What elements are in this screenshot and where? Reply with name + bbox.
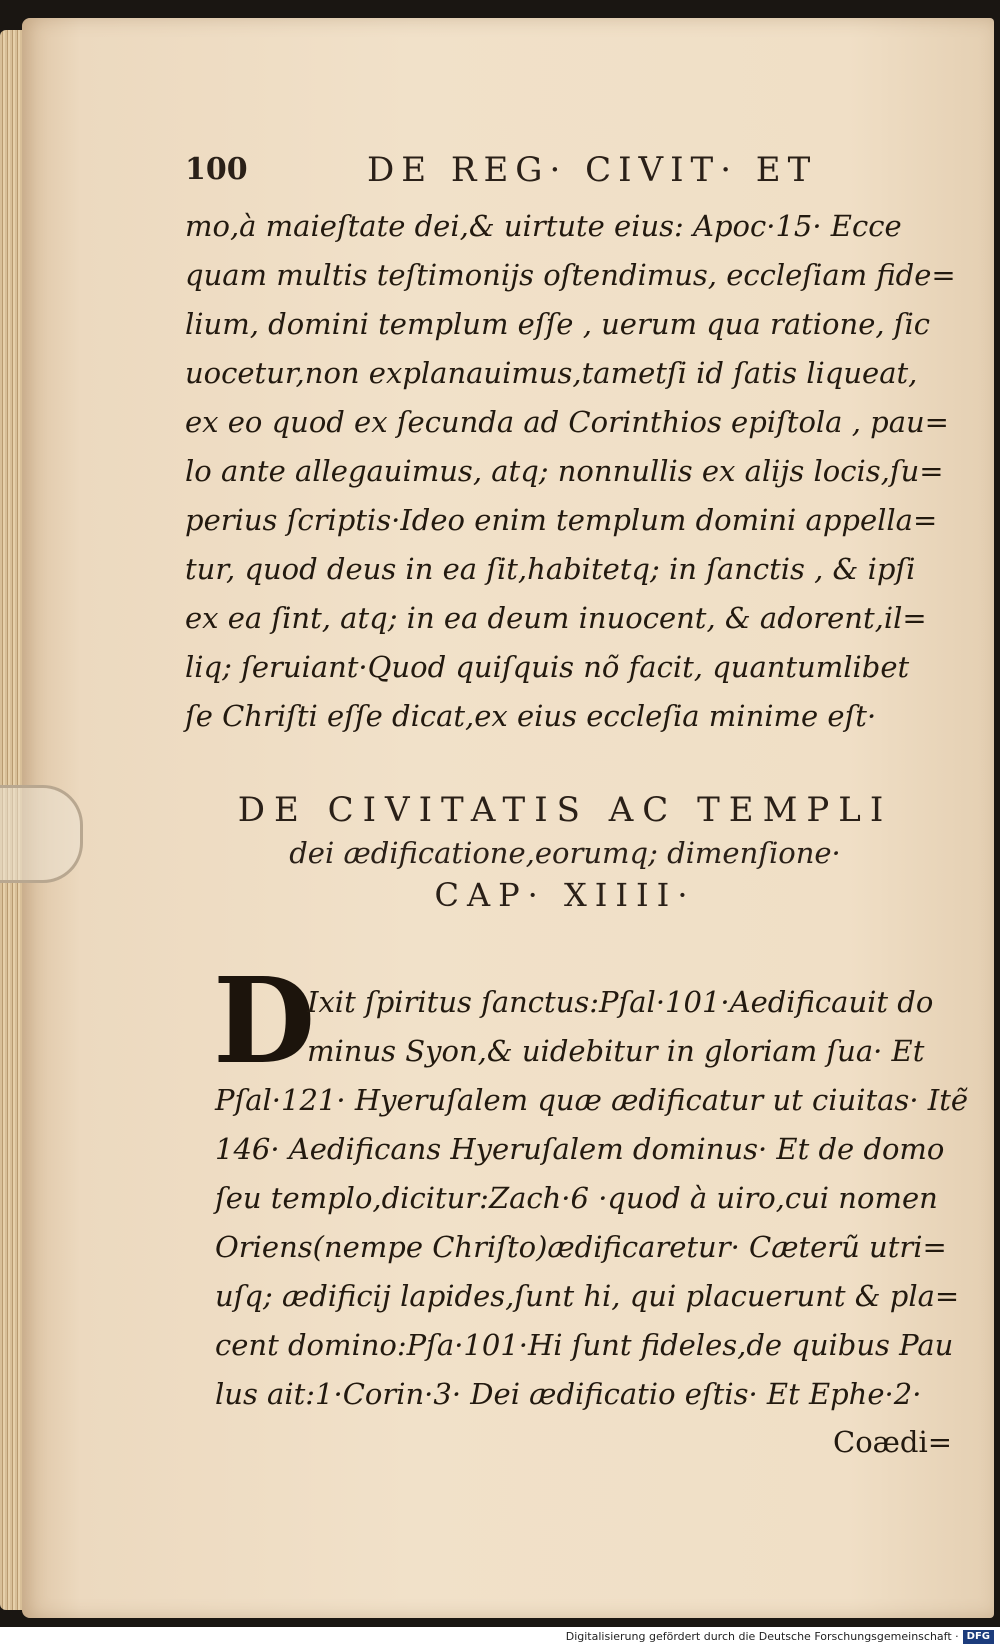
text-line: lus ait:1·Corin·3· Dei ædificatio eſtis· Et Ephe·2· bbox=[215, 1377, 922, 1411]
catchword: Coædi= bbox=[833, 1425, 953, 1459]
page-header bbox=[185, 150, 865, 194]
text-line: liq; ſeruiant·Quod quiſquis nõ facit, quantumlibet bbox=[185, 650, 910, 684]
page-tab-marker bbox=[0, 785, 83, 883]
text-line: minus Syon,& uidebitur in gloriam ſua· Et bbox=[307, 1034, 925, 1068]
text-line: lo ante allegauimus, atq; nonnullis ex alijs locis,ſu= bbox=[185, 454, 944, 488]
text-line: lium, domini templum eſſe , uerum qua ratione, ſic bbox=[185, 307, 931, 341]
text-line: ſeu templo,dicitur:Zach·6 ·quod à uiro,cui nomen bbox=[215, 1181, 938, 1215]
running-head: DE REG· CIVIT· ET bbox=[367, 150, 818, 190]
text-line: Oriens(nempe Chriſto)ædificaretur· Cæterũ utri= bbox=[215, 1230, 947, 1264]
paragraph-2 bbox=[215, 978, 969, 1419]
chapter-subtitle: dei ædificatione,eorumq; dimenſione· bbox=[289, 836, 841, 870]
dfg-logo: DFG bbox=[963, 1630, 994, 1644]
text-line: ex eo quod ex ſecunda ad Corinthios epiſtola , pau= bbox=[185, 405, 949, 439]
text-line: perius ſcriptis·Ideo enim templum domini appella= bbox=[185, 503, 938, 537]
text-line: 146· Aedificans Hyeruſalem dominus· Et de domo bbox=[215, 1132, 945, 1166]
text-line: ſe Chriſti eſſe dicat,ex eius eccleſia minime eſt· bbox=[185, 699, 877, 733]
chapter-title: DE CIVITATIS AC TEMPLI bbox=[237, 790, 893, 830]
text-line: quam multis teſtimonijs oſtendimus, eccleſiam fide= bbox=[185, 258, 956, 292]
text-line: mo,à maieſtate dei,& uirtute eius: Apoc·15· Ecce bbox=[185, 209, 902, 243]
text-line: Pſal·121· Hyeruſalem quæ ædificatur ut ciuitas· Itẽ bbox=[215, 1083, 969, 1117]
text-line: uocetur,non explanauimus,tametſi id ſatis liqueat, bbox=[185, 356, 918, 390]
text-line: Ixit ſpiritus ſanctus:Pſal·101·Aedificauit do bbox=[307, 985, 934, 1019]
text-line: ex ea ſint, atq; in ea deum inuocent, & adorent,il= bbox=[185, 601, 927, 635]
page-number: 100 bbox=[185, 152, 248, 187]
paragraph-1 bbox=[185, 202, 956, 741]
drop-cap: D bbox=[213, 951, 316, 1090]
text-line: cent domino:Pſa·101·Hi ſunt fideles,de quibus Pau bbox=[215, 1328, 954, 1362]
text-line: tur, quod deus in ea ſit,habitetq; in ſanctis , & ipſi bbox=[185, 552, 916, 586]
funding-credit: Digitalisierung gefördert durch die Deutsche Forschungsgemeinschaft · bbox=[565, 1630, 959, 1643]
chapter-number: CAP· XIIII· bbox=[434, 876, 696, 914]
chapter-heading bbox=[200, 790, 930, 914]
text-line: uſq; ædificij lapides,ſunt hi, qui placuerunt & pla= bbox=[215, 1279, 960, 1313]
footer-bar bbox=[0, 1627, 1000, 1647]
